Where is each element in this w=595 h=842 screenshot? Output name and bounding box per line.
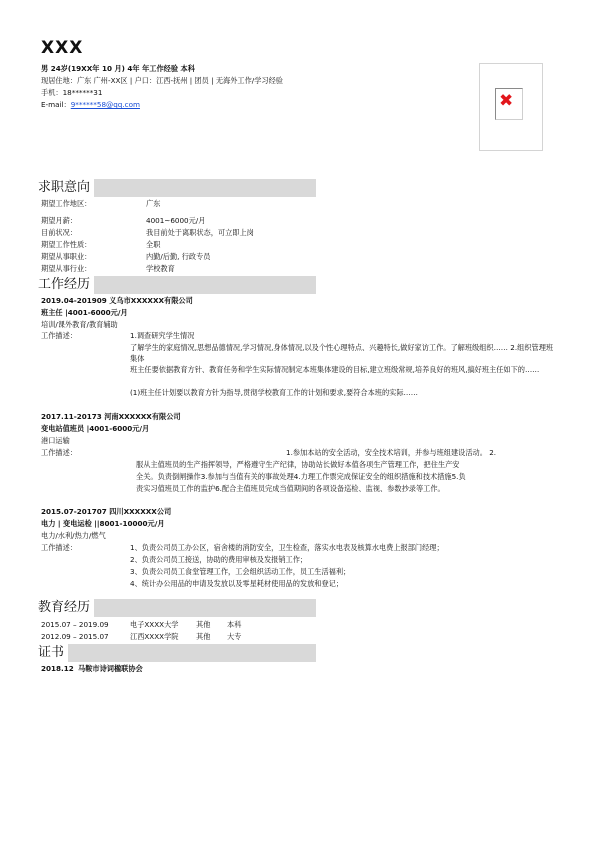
candidate-phone-row (41, 88, 102, 97)
job-title-salary: 电力 | 变电运检 ||8001-10000元/月 (41, 519, 165, 528)
intent-key: 期望从事行业： (41, 264, 92, 273)
cert-date: 2018.12 (41, 664, 74, 673)
intent-value: 全职 (146, 240, 161, 249)
job-industry: 港口运输 (41, 436, 70, 445)
job-desc-label: 工作描述： (41, 543, 77, 552)
intent-value: 学校教育 (146, 264, 175, 273)
section-title-education: 教育经历 (34, 599, 94, 617)
intent-key: 期望从事职业： (41, 252, 92, 261)
intent-value: 4001~6000元/月 (146, 216, 206, 225)
job-desc-line: 2、负责公司员工接送，协助的费用审核及发报销工作； (130, 555, 308, 564)
job-desc-line: (1)班主任计划要以教育方针为指导,贯彻学校教育工作的计划和要求,要符合本班的实际…… (130, 388, 418, 397)
intent-key: 目前状况： (41, 228, 77, 237)
edu-major: 其他 (196, 632, 211, 641)
phone-value: 18******31 (62, 88, 103, 97)
job-industry: 电力/水利/热力/燃气 (41, 531, 106, 540)
email-label: E-mail： (41, 100, 71, 109)
section-title-work: 工作经历 (34, 276, 94, 294)
edu-major: 其他 (196, 620, 211, 629)
intent-value: 我目前处于离职状态，可立即上岗 (146, 228, 254, 237)
edu-period: 2015.07 – 2019.09 (41, 620, 109, 629)
job-period-company: 2017.11-20173 河南XXXXXX有限公司 (41, 412, 181, 421)
job-title-salary: 班主任 |4001-6000元/月 (41, 308, 128, 317)
section-header-certificates (34, 644, 316, 662)
intent-value: 内勤/后勤, 行政专员 (146, 252, 211, 261)
job-period-company: 2015.07-201707 四川XXXXXX公司 (41, 507, 172, 516)
job-desc-line: 4、统计办公用品的申请及发放以及零星耗材使用品的发放和登记； (130, 579, 344, 588)
job-title-salary: 变电站值班员 |4001-6000元/月 (41, 424, 150, 433)
section-header-education (34, 599, 316, 617)
phone-label: 手机： (41, 88, 63, 97)
edu-school: 电子XXXX大学 (130, 620, 179, 629)
cert-name: 马鞍市诗词楹联协会 (78, 664, 143, 673)
job-desc-line: 责实习值班员工作的监护6.配合主值班员完成当值期间的各项设备巡检、监视、参数抄录等工作。 (136, 484, 445, 493)
candidate-summary: 男 24岁(19XX年 10 月) 4年 年工作经验 本科 (41, 64, 195, 73)
job-desc-line: 全关。负责倒闸操作3.参加与当值有关的事故处理4.力理工作票完成保证安全的组织措施和技术措施5.负 (136, 472, 466, 481)
job-desc-line: 服从主值班员的生产指挥领导，严格遵守生产纪律，协助站长做好本值各项生产管理工作，把住生产安 (136, 460, 460, 469)
edu-school: 江西XXXX学院 (130, 632, 179, 641)
candidate-name: XXX (41, 38, 84, 58)
candidate-email-row (41, 100, 140, 109)
job-desc-line: 1.参加本站的安全活动，安全技术培训，并参与班组建设活动。 2. (286, 448, 497, 457)
intent-key: 期望月薪： (41, 216, 77, 225)
broken-image-icon (495, 88, 523, 120)
intent-key: 期望工作性质： (41, 240, 92, 249)
broken-image-x-mark: ✖ (499, 91, 514, 111)
edu-degree: 本科 (227, 620, 242, 629)
intent-value: 广东 (146, 199, 161, 208)
job-desc-line: 1、负责公司员工办公区，宿舍楼的消防安全，卫生检查，落实水电表及核算水电费上报部门经理； (130, 543, 444, 552)
job-desc-label: 工作描述： (41, 331, 77, 340)
job-period-company: 2019.04-201909 义乌市XXXXXX有限公司 (41, 296, 193, 305)
photo-frame (479, 63, 543, 151)
section-header-work (34, 276, 316, 294)
section-title-intent: 求职意向 (34, 179, 94, 197)
intent-key: 期望工作地区： (41, 199, 92, 208)
section-header-intent (34, 179, 316, 197)
email-link[interactable]: 9******58@qq.com (70, 100, 140, 109)
section-title-certificates: 证书 (34, 644, 68, 662)
job-desc-line: 3、负责公司员工食堂管理工作，工会组织活动工作，员工生活福利； (130, 567, 351, 576)
edu-period: 2012.09 – 2015.07 (41, 632, 109, 641)
job-desc-line: 1.调查研究学生情况 (130, 331, 195, 340)
candidate-residence: 现居住地：广东 广州-XX区 | 户口：江西-抚州 | 团员 | 无海外工作/学习经验 (41, 76, 283, 85)
job-desc-label: 工作描述： (41, 448, 77, 457)
job-desc-paragraph: 了解学生的家庭情况,思想品德情况,学习情况,身体情况,以及个性心理特点、兴趣特长,做好家访工作。了解班级组织…… 2.组织管理班集体 (130, 343, 554, 363)
job-industry: 培训/课外教育/教育辅助 (41, 320, 118, 329)
job-desc-paragraph: 班主任要依据教育方针、教育任务和学生实际情况制定本班集体建设的目标,建立班级常规,培养良好的班风,搞好班主任如下的…… (130, 365, 540, 374)
edu-degree: 大专 (227, 632, 242, 641)
